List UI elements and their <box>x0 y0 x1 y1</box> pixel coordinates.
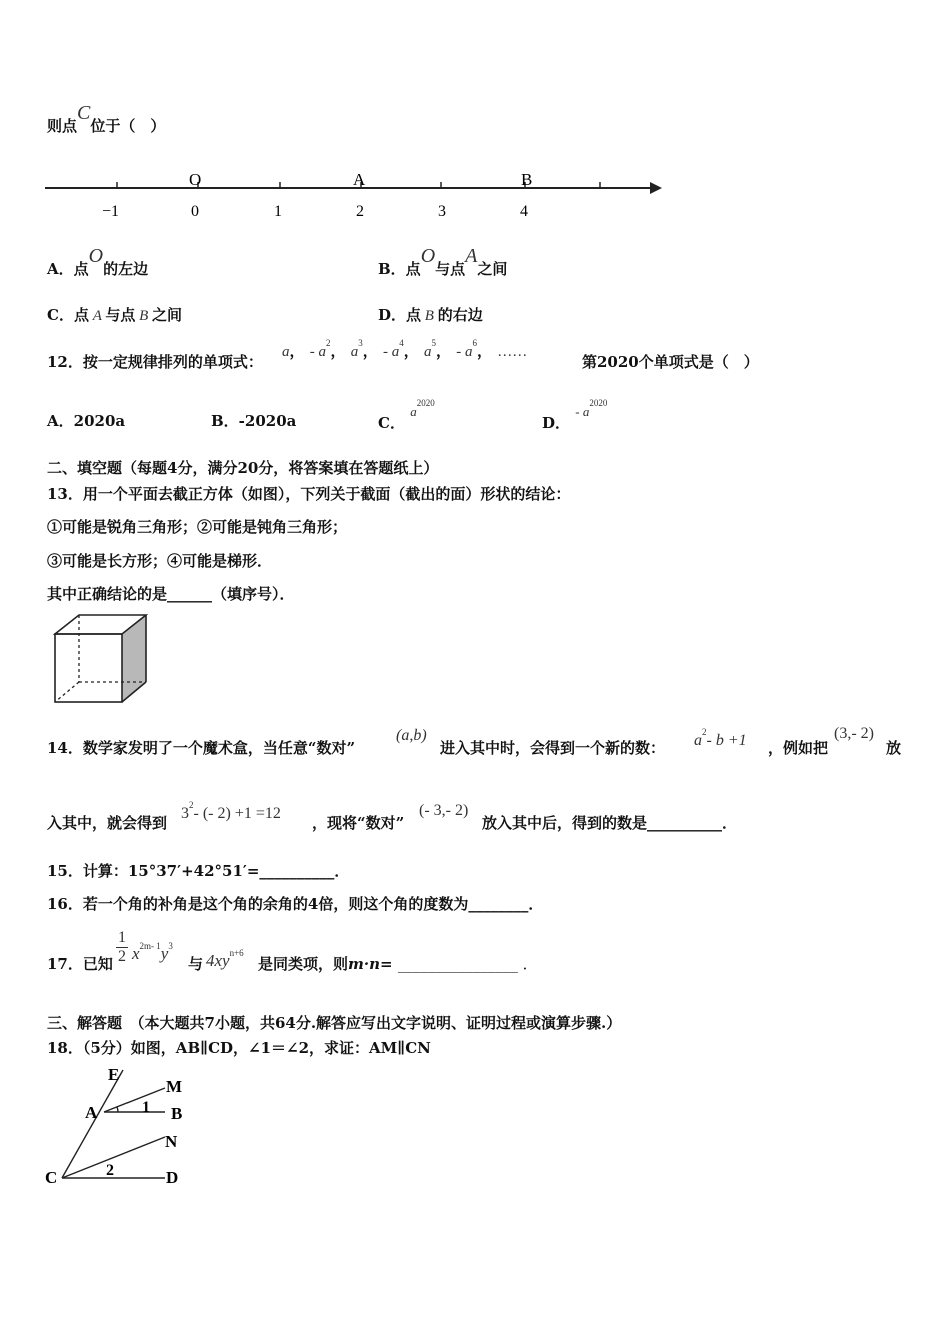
number-line-arrow <box>650 182 662 194</box>
point-label-O: O <box>189 170 202 189</box>
number-line <box>40 168 670 224</box>
q14-pair-ab: (a,b) <box>396 727 427 744</box>
tick-label: 0 <box>191 203 199 220</box>
q11-option-b: B．点O与点A之间 <box>378 245 508 278</box>
q12-stem: 12．按一定规律排列的单项式： <box>47 353 263 371</box>
q11-option-d: D．点 B 的右边 <box>378 306 483 324</box>
q17-label: 17．已知 <box>47 955 113 973</box>
q17-fraction: 1 2 <box>118 929 126 965</box>
point-label-B: B <box>521 170 533 189</box>
q14-calculation: $3^2-$ (- 2) +1 =12 <box>181 800 281 822</box>
q16: 16．若一个角的补角是这个角的余角的4倍，则这个角的度数为________． <box>47 895 544 913</box>
q13-statement-1: ①可能是锐角三角形；②可能是钝角三角形； <box>47 518 348 536</box>
tick-label: 3 <box>438 203 446 220</box>
q17-term-2: $4xy^{n+6}$ <box>206 948 244 970</box>
q12-option-b: B．-2020a <box>211 412 297 430</box>
q14-pair-example: (3,- 2) <box>834 725 874 742</box>
q12-option-d: D． - $a^{2020}$ <box>542 398 608 432</box>
point-label-A: A <box>353 170 366 189</box>
cube-figure <box>50 612 150 708</box>
label-E: E <box>108 1065 120 1084</box>
q12-option-a: A．2020a <box>47 412 126 430</box>
label-B: B <box>171 1104 183 1123</box>
q12-stem-end: 第2020个单项式是（ ） <box>582 353 759 371</box>
q14-pair-new: (- 3,- 2) <box>419 802 469 819</box>
tick-label: −1 <box>102 203 120 220</box>
q18-stem: 18．（5分）如图，AB∥CD，∠1＝∠2，求证：AM∥CN <box>47 1039 431 1057</box>
section-2-title: 二、填空题（每题4分，满分20分，将答案填在答题纸上） <box>47 459 439 477</box>
label-M: M <box>166 1077 183 1096</box>
tick-label: 2 <box>356 203 364 220</box>
q14-line-1c: ，例如把 <box>768 739 829 757</box>
q12-option-c: C． $a^{2020}$ <box>378 398 435 432</box>
q14-line-1b: 进入其中时，会得到一个新的数： <box>440 739 666 757</box>
q14-expression: $a^2-$ b +1 <box>694 727 747 749</box>
label-C: C <box>45 1168 58 1187</box>
q14-line-2b: ，现将“数对” <box>312 814 405 832</box>
tick-label: 1 <box>274 203 282 220</box>
parallel-lines-figure <box>40 1062 210 1190</box>
label-D: D <box>166 1168 179 1187</box>
q13-answer-prompt: 其中正确结论的是______（填序号）． <box>47 585 295 603</box>
label-N: N <box>165 1132 178 1151</box>
q15: 15．计算：15°37′+42°51′=__________． <box>47 862 350 880</box>
q17-term-1: $x^{2m- 1}y^3$ <box>132 941 173 963</box>
q14-line-2: 入其中，就会得到 <box>47 814 168 832</box>
q14-line-1: 14．数学家发明了一个魔术盒，当任意“数对” <box>47 739 356 757</box>
q11-option-c: C．点 A 与点 B 之间 <box>47 306 183 324</box>
q14-line-1d: 放 <box>886 739 902 757</box>
q12-sequence: a， - $a^2$， $a^3$， - $a^4$， $a^5$， - $a^6$， …… <box>282 338 528 360</box>
q11-option-a: A．点O的左边 <box>47 245 149 278</box>
q17-question: 是同类项，则m·n= ________________ ． <box>258 955 538 973</box>
q13-statement-2: ③可能是长方形；④可能是梯形． <box>47 552 273 570</box>
q11-stem: 则点C位于（ ） <box>47 102 166 135</box>
tick-label: 4 <box>520 203 528 220</box>
label-angle-1: 1 <box>142 1099 150 1116</box>
label-angle-2: 2 <box>106 1162 114 1179</box>
section-3-title: 三、解答题 （本大题共7小题，共64分.解答应写出文字说明、证明过程或演算步骤.） <box>47 1014 622 1032</box>
label-A: A <box>85 1103 98 1122</box>
q13-stem: 13．用一个平面去截正方体（如图），下列关于截面（截出的面）形状的结论： <box>47 485 571 503</box>
q14-line-2c: 放入其中后，得到的数是__________． <box>482 814 738 832</box>
q17-connector: 与 <box>188 955 204 973</box>
